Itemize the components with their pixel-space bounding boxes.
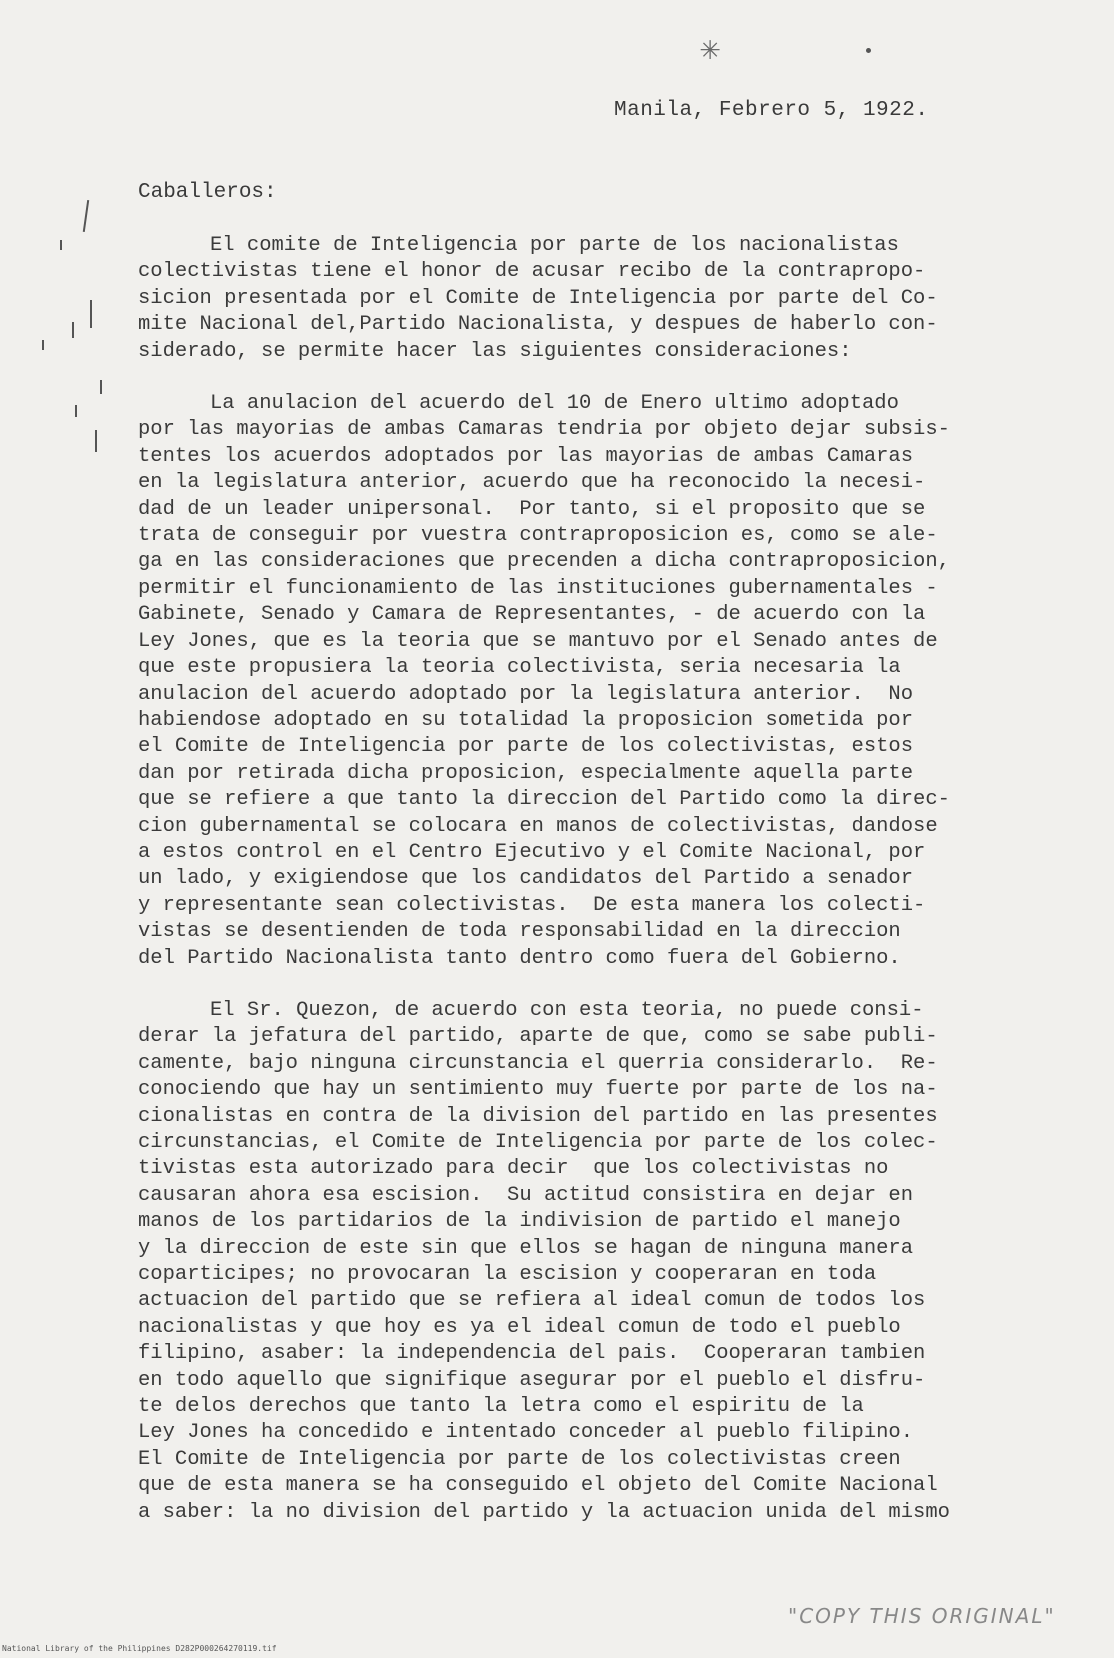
text-line: conociendo que hay un sentimiento muy fuerte por parte de los na- <box>138 1078 938 1102</box>
text-line: camente, bajo ninguna circunstancia el querria considerarlo. Re- <box>138 1051 938 1075</box>
text-line: La anulacion del acuerdo del 10 de Enero ultimo adoptado <box>210 392 899 416</box>
text-line: circunstancias, el Comite de Inteligencia por parte de los colec- <box>138 1131 938 1154</box>
text-line: actuacion del partido que se refiera al ideal comun de todos los <box>138 1289 926 1313</box>
text-line: sicion presentada por el Comite de Inteligencia por parte del Co- <box>138 286 938 310</box>
text-line: mite Nacional del,Partido Nacionalista, y despues de haberlo con- <box>138 313 938 337</box>
text-line: derar la jefatura del partido, aparte de que, como se sabe publi- <box>138 1025 938 1049</box>
paragraph-2 <box>138 391 1018 972</box>
text-line: a saber: la no division del partido y la actuacion unida del mismo <box>138 1500 950 1524</box>
ink-dot <box>866 48 871 53</box>
text-line: tentes los acuerdos adoptados por las mayorias de ambas Camaras <box>138 444 914 468</box>
paragraph-3 <box>138 998 1018 1526</box>
text-line: en la legislatura anterior, acuerdo que ha reconocido la necesi- <box>138 471 926 495</box>
text-line: a estos control en el Centro Ejecutivo y el Comite Nacional, por <box>138 840 926 864</box>
paragraph-1 <box>138 233 1018 365</box>
text-line: permitir el funcionamiento de las instituciones gubernamentales - <box>138 576 938 600</box>
letter-body <box>138 233 1018 1552</box>
text-line: del Partido Nacionalista tanto dentro como fuera del Gobierno. <box>138 946 901 970</box>
salutation: Caballeros: <box>138 181 277 204</box>
text-line: Gabinete, Senado y Camara de Representantes, - de acuerdo con la <box>138 603 926 627</box>
text-line: anulacion del acuerdo adoptado por la legislatura anterior. No <box>138 682 914 706</box>
margin-pencil-marks <box>30 190 120 490</box>
text-line: coparticipes; no provocaran la escision y cooperaran en toda <box>138 1263 877 1287</box>
text-line: por las mayorias de ambas Camaras tendria por objeto dejar subsis- <box>138 418 950 442</box>
text-line: colectivistas tiene el honor de acusar recibo de la contrapropo- <box>138 260 926 284</box>
text-line: El Sr. Quezon, de acuerdo con esta teoria, no puede consi- <box>210 998 924 1022</box>
text-line: en todo aquello que signifique asegurar por el pueblo el disfru- <box>138 1368 926 1392</box>
text-line: Ley Jones, que es la teoria que se mantuvo por el Senado antes de <box>138 629 938 653</box>
text-line: cionalistas en contra de la division del partido en las presentes <box>138 1104 938 1128</box>
text-line: el Comite de Inteligencia por parte de los colectivistas, estos <box>138 735 914 759</box>
text-line: El Comite de Inteligencia por parte de los colectivistas creen <box>138 1447 901 1471</box>
text-line: dad de un leader unipersonal. Por tanto, si el proposito que se <box>138 497 926 521</box>
text-line: que se refiere a que tanto la direccion del Partido como la direc- <box>138 788 950 812</box>
text-line: dan por retirada dicha proposicion, especialmente aquella parte <box>138 761 914 785</box>
archive-label: National Library of the Philippines D282P000264270119.tif <box>2 1644 277 1653</box>
text-line: manos de los partidarios de la indivision de partido el manejo <box>138 1210 901 1234</box>
text-line: ga en las consideraciones que precenden a dicha contraproposicion, <box>138 550 950 574</box>
text-line: tivistas esta autorizado para decir que los colectivistas no <box>138 1157 889 1181</box>
text-line: te delos derechos que tanto la letra como el espiritu de la <box>138 1395 864 1419</box>
text-line: y representante sean colectivistas. De esta manera los colecti- <box>138 893 926 917</box>
text-line: El comite de Inteligencia por parte de los nacionalistas <box>210 234 899 257</box>
text-line: siderado, se permite hacer las siguientes consideraciones: <box>138 339 852 363</box>
text-line: un lado, y exigiendose que los candidatos del Partido a senador <box>138 867 914 891</box>
text-line: causaran ahora esa escision. Su actitud consistira en dejar en <box>138 1183 914 1207</box>
text-line: vistas se desentienden de toda responsabilidad en la direccion <box>138 920 901 944</box>
letter-date: Manila, Febrero 5, 1922. <box>614 99 929 122</box>
text-line: y la direccion de este sin que ellos se hagan de ninguna manera <box>138 1236 914 1260</box>
text-line: filipino, asaber: la independencia del pais. Cooperaran tambien <box>138 1342 926 1366</box>
handwritten-star-mark: ✳ <box>700 32 721 70</box>
text-line: nacionalistas y que hoy es ya el ideal comun de todo el pueblo <box>138 1315 901 1339</box>
handwritten-copy-note: "COPY THIS ORIGINAL" <box>788 1604 1056 1628</box>
text-line: trata de conseguir por vuestra contraproposicion es, como se ale- <box>138 524 938 548</box>
text-line: que de esta manera se ha conseguido el objeto del Comite Nacional <box>138 1474 938 1498</box>
text-line: cion gubernamental se colocara en manos de colectivistas, dandose <box>138 814 938 838</box>
text-line: que este propusiera la teoria colectivista, seria necesaria la <box>138 656 901 680</box>
text-line: habiendose adoptado en su totalidad la proposicion sometida por <box>138 708 914 732</box>
text-line: Ley Jones ha concedido e intentado conceder al pueblo filipino. <box>138 1421 914 1445</box>
